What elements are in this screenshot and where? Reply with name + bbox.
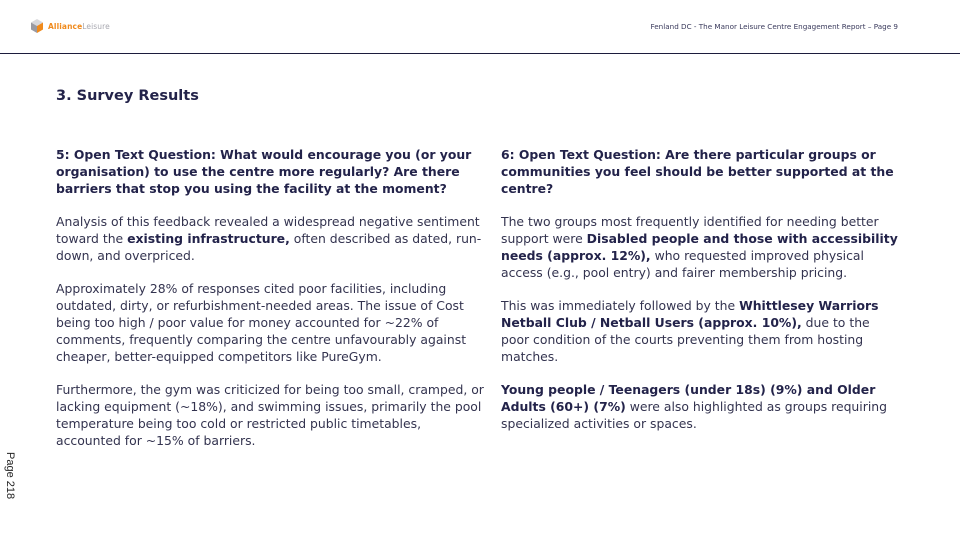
alliance-leisure-logo bbox=[29, 18, 110, 34]
text: who requested improved physical access (e.g., pool entry) and fairer membership pricing. bbox=[501, 247, 864, 280]
emphasis-text: Disabled people and those with accessibility needs (approx. 12%), bbox=[501, 230, 898, 263]
cube-logo-icon bbox=[29, 18, 45, 34]
right-paragraph-2 bbox=[501, 298, 901, 365]
right-paragraph-3 bbox=[501, 382, 901, 432]
page-header bbox=[0, 0, 960, 54]
question-6-heading: 6: Open Text Question: Are there particular groups or communities you feel should be better supported at the centre? bbox=[501, 147, 894, 196]
logo-text-light: Leisure bbox=[82, 21, 110, 31]
text: This was immediately followed by the bbox=[501, 298, 740, 314]
emphasis-text: Whittlesey Warriors Netball Club / Netball Users (approx. 10%), bbox=[501, 298, 879, 330]
left-paragraph-3: Furthermore, the gym was criticized for being too small, cramped, or lacking equipment (~18%), and swimming issues, primarily the pool temperature being too cold or restricted public timetables, accounted for ~15% of barriers. bbox=[56, 382, 484, 448]
text: were also highlighted as groups requiring specialized activities or spaces. bbox=[501, 398, 887, 431]
side-page-number: Page 218 bbox=[4, 452, 16, 500]
text: Analysis of this feedback revealed a widespread negative sentiment toward the bbox=[56, 214, 480, 246]
question-5-heading: 5: Open Text Question: What would encourage you (or your organisation) to use the centre more regularly? Are there barriers that stop you using the facility at the moment? bbox=[56, 147, 472, 196]
text: due to the poor condition of the courts preventing them from hosting matches. bbox=[501, 314, 870, 364]
logo-text-bold: Alliance bbox=[48, 21, 83, 31]
left-paragraph-1 bbox=[56, 214, 486, 264]
right-paragraph-1 bbox=[501, 214, 901, 281]
section-title: 3. Survey Results bbox=[56, 88, 199, 104]
text: often described as dated, run-down, and overpriced. bbox=[56, 230, 482, 263]
text: The two groups most frequently identified for needing better support were bbox=[501, 214, 879, 246]
running-title: Fenland DC - The Manor Leisure Centre Engagement Report – Page 9 bbox=[650, 22, 898, 31]
header-divider bbox=[0, 53, 960, 54]
emphasis-text: Young people / Teenagers (under 18s) (9%) and Older Adults (60+) (7%) bbox=[501, 382, 876, 414]
left-column bbox=[56, 147, 486, 466]
left-paragraph-2: Approximately 28% of responses cited poor facilities, including outdated, dirty, or refurbishment-needed areas. The issue of Cost being too high / poor value for money accounted for ~22% of comments, frequently comparing the centre unfavourably against cheaper, better-equipped competitors like PureGym. bbox=[56, 281, 467, 364]
right-column bbox=[501, 147, 901, 449]
logo-text bbox=[48, 22, 110, 31]
emphasis-text: existing infrastructure, bbox=[127, 230, 290, 246]
